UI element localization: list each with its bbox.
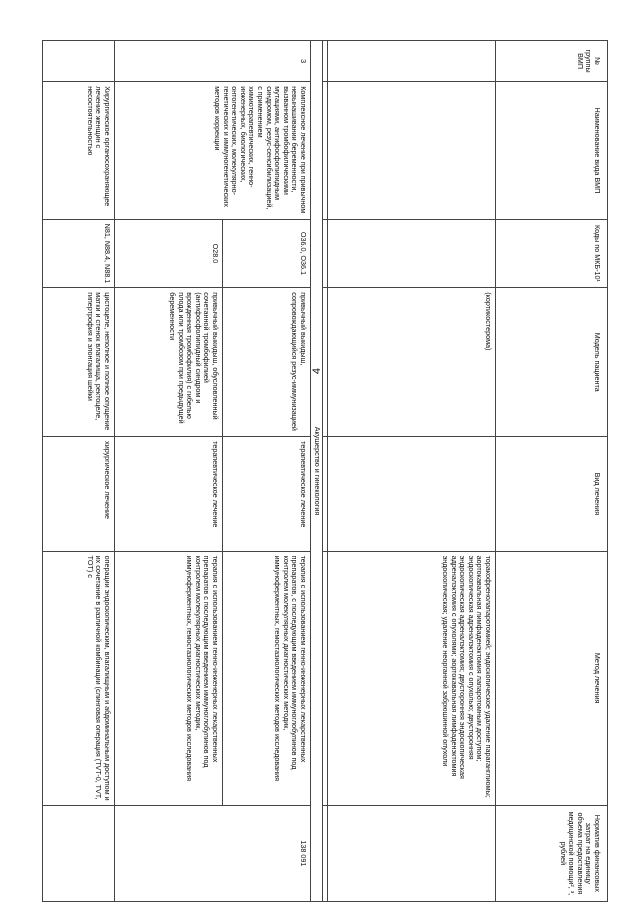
- cell-model: привычный выкидыш, обусловленный сочетанной тромбофилией (антифосфолипидный синдром и врожденная тромбофилия) с гибелью плода или тромбозом при предыдущей беременности: [115, 288, 223, 437]
- cell-method: терапия с использованием генно-инженерных лекарственных препаратов, с последующим введением иммуноглобулинов под контролем молекулярных диагностических методик, иммуноферментных, гемостазиологических методов исследования: [223, 551, 311, 805]
- header-name: Наименование вида ВМП: [496, 82, 608, 219]
- header-norm: Норматив финансовых затрат на единицу объема предоставления медицинской помощи², ³, рублей: [496, 805, 608, 901]
- cell-no: [328, 41, 496, 82]
- header-model: Модель пациента: [496, 288, 608, 437]
- section-title: Акушерство и гинекология: [311, 41, 323, 902]
- cell-codes: O28.0: [115, 219, 223, 288]
- cell-kind: терапевтическое лечение: [115, 437, 223, 551]
- cell-method: терапия с использованием генно-инженерных лекарственных препаратов с последующим введением иммуноглобулинов под контролем молекулярных диагностических методик, иммуноферментных, гемостазиологических методов исследования: [115, 551, 223, 805]
- header-row: [496, 41, 608, 902]
- cell-norm: [328, 805, 496, 901]
- cell-no: [43, 41, 115, 82]
- table-row: [43, 41, 115, 902]
- table-row: [328, 41, 496, 902]
- cell-codes: O36.0, O36.1: [223, 219, 311, 288]
- cell-model: привычный выкидыш, сопровождающийся резус-иммунизацией: [223, 288, 311, 437]
- cell-model: (кортикостерома): [328, 288, 496, 437]
- cell-name: Комплексное лечение при привычном невынашивании беременности, вызванном тромбофилическими мутациями, антифосфолипидным синдромом, резус-сенсибилизацией, с применением химиотерапевтических, генно-инженерных, биологических, онтогенетических, молекулярно-генетических и иммуногенетических методов коррекции: [115, 82, 311, 219]
- cell-method: операции эндоскопическим, влагалищным и абдоминальным доступом и их сочетание в различной комбинации (слинговая операция (TVT-0, TVT, TOT) с: [43, 551, 115, 805]
- section-row: [311, 41, 323, 902]
- cell-codes: N81, N88.4, N88.1: [43, 219, 115, 288]
- header-codes: Коды по МКБ-10¹: [496, 219, 608, 288]
- vmp-table: [42, 40, 608, 902]
- header-kind: Вид лечения: [496, 437, 608, 551]
- cell-norm: 138 091: [115, 805, 311, 901]
- cell-kind: хирургическое лечение: [43, 437, 115, 551]
- header-method: Метод лечения: [496, 551, 608, 805]
- cell-kind: [328, 437, 496, 551]
- spacer-row: [323, 41, 328, 902]
- table-row: [223, 41, 311, 902]
- cell-method: торакофренолапаротомией; эндоскопическое удаление параганглиомы; аортокавальная лимфаденэктомия лапаротомным доступом; эндоскопическая адреналэктомия с опухолью; двусторонняя эндоскопическая адреналэктомия; двусторонняя эндоскопическая адреналэктомия с опухолями; аортокавальная лимфаденэктомия эндоскопическая; удаление неорганной забрюшинной опухоли: [328, 551, 496, 805]
- cell-kind: терапевтическое лечение: [223, 437, 311, 551]
- cell-name: [328, 82, 496, 219]
- cell-norm: [43, 805, 115, 901]
- header-no: № группы ВМП: [496, 41, 608, 82]
- cell-no: 3: [115, 41, 311, 82]
- page-number: 4: [311, 367, 324, 375]
- cell-model: цистоцеле, неполное и полное опущение матки и стенок влагалища, ректоцеле, гипертрофия и элонгация шейки: [43, 288, 115, 437]
- cell-codes: [328, 219, 496, 288]
- rotated-table-wrapper: [42, 40, 608, 902]
- cell-name: Хирургическое органосохраняющее лечение женщин с несостоятельностью: [43, 82, 115, 219]
